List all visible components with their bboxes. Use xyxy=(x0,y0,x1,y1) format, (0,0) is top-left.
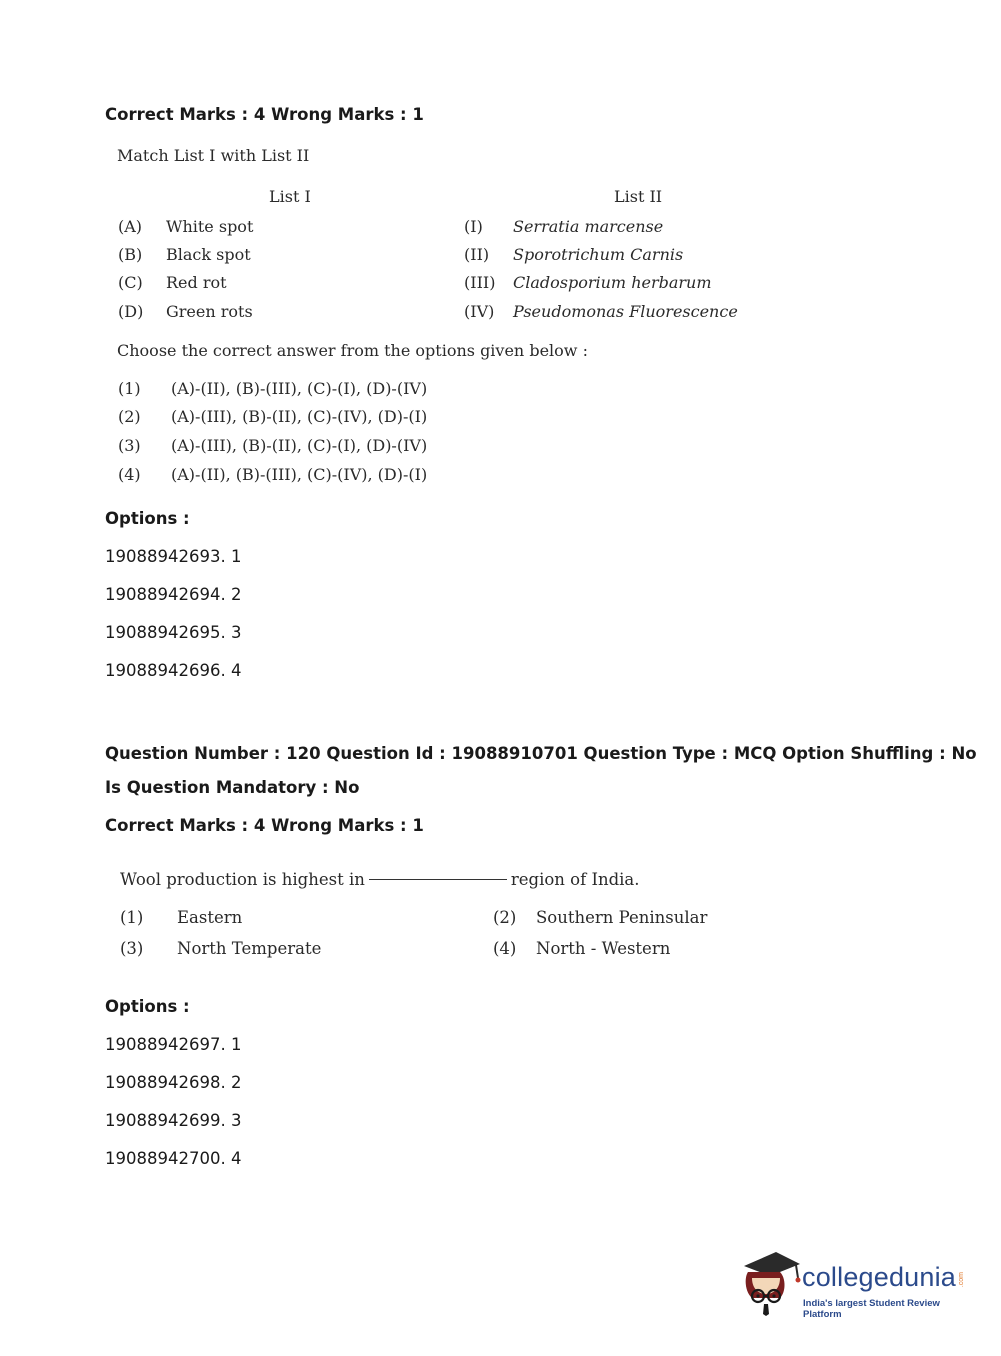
q1-list2-header: List II xyxy=(614,187,663,206)
option-item: 19088942698. 2 xyxy=(105,1073,242,1092)
answer-key: (4) xyxy=(118,465,141,484)
answer-text: (A)-(II), (B)-(III), (C)-(IV), (D)-(I) xyxy=(171,465,428,484)
answer-text: Southern Peninsular xyxy=(536,908,708,927)
option-item: 19088942699. 3 xyxy=(105,1111,242,1130)
answer-text: North Temperate xyxy=(177,939,322,958)
logo-wordmark: collegedunia xyxy=(802,1262,957,1292)
list2-key: (II) xyxy=(464,245,490,264)
list1-key: (D) xyxy=(118,302,144,321)
list1-key: (C) xyxy=(118,273,143,292)
list2-key: (I) xyxy=(464,217,483,236)
q1-prompt: Match List I with List II xyxy=(117,146,310,165)
list2-item: Sporotrichum Carnis xyxy=(513,245,684,264)
logo-suffix: .com xyxy=(958,1272,965,1288)
q2-header: Question Number : 120 Question Id : 19088910701 Question Type : MCQ Option Shuffling : No xyxy=(105,744,977,763)
answer-key: (2) xyxy=(493,908,517,927)
list1-item: White spot xyxy=(166,217,254,236)
option-item: 19088942694. 2 xyxy=(105,585,242,604)
answer-key: (1) xyxy=(120,908,144,927)
q2-prompt-before: Wool production is highest in xyxy=(120,870,365,889)
logo-tagline: India's largest Student Review Platform xyxy=(803,1298,940,1320)
q1-marks: Correct Marks : 4 Wrong Marks : 1 xyxy=(105,105,424,124)
list2-item: Cladosporium herbarum xyxy=(513,273,712,292)
answer-text: (A)-(II), (B)-(III), (C)-(I), (D)-(IV) xyxy=(171,379,428,398)
answer-key: (4) xyxy=(493,939,517,958)
option-item: 19088942696. 4 xyxy=(105,661,242,680)
option-item: 19088942700. 4 xyxy=(105,1149,242,1168)
q1-instruction: Choose the correct answer from the options given below : xyxy=(117,341,588,360)
graduate-mascot-icon xyxy=(740,1248,802,1320)
q1-options-label: Options : xyxy=(105,509,190,528)
option-item: 19088942693. 1 xyxy=(105,547,242,566)
q2-options-label: Options : xyxy=(105,997,190,1016)
answer-text: North - Western xyxy=(536,939,671,958)
answer-key: (3) xyxy=(118,436,141,455)
list1-item: Green rots xyxy=(166,302,253,321)
answer-blank xyxy=(369,879,507,880)
q2-marks: Correct Marks : 4 Wrong Marks : 1 xyxy=(105,816,424,835)
answer-text: (A)-(III), (B)-(II), (C)-(I), (D)-(IV) xyxy=(171,436,428,455)
q1-list1-header: List I xyxy=(269,187,311,206)
list2-key: (III) xyxy=(464,273,496,292)
list2-item: Serratia marcense xyxy=(513,217,664,236)
list1-key: (B) xyxy=(118,245,143,264)
answer-text: Eastern xyxy=(177,908,243,927)
list1-item: Black spot xyxy=(166,245,251,264)
answer-key: (1) xyxy=(118,379,141,398)
list2-key: (IV) xyxy=(464,302,495,321)
q2-mandatory: Is Question Mandatory : No xyxy=(105,778,360,797)
option-item: 19088942695. 3 xyxy=(105,623,242,642)
list1-key: (A) xyxy=(118,217,143,236)
q2-prompt xyxy=(120,870,640,889)
option-item: 19088942697. 1 xyxy=(105,1035,242,1054)
answer-key: (3) xyxy=(120,939,144,958)
q2-prompt-after: region of India. xyxy=(510,870,640,889)
answer-key: (2) xyxy=(118,407,141,426)
answer-text: (A)-(III), (B)-(II), (C)-(IV), (D)-(I) xyxy=(171,407,428,426)
list2-item: Pseudomonas Fluorescence xyxy=(513,302,738,321)
list1-item: Red rot xyxy=(166,273,227,292)
collegedunia-logo xyxy=(740,1248,970,1318)
